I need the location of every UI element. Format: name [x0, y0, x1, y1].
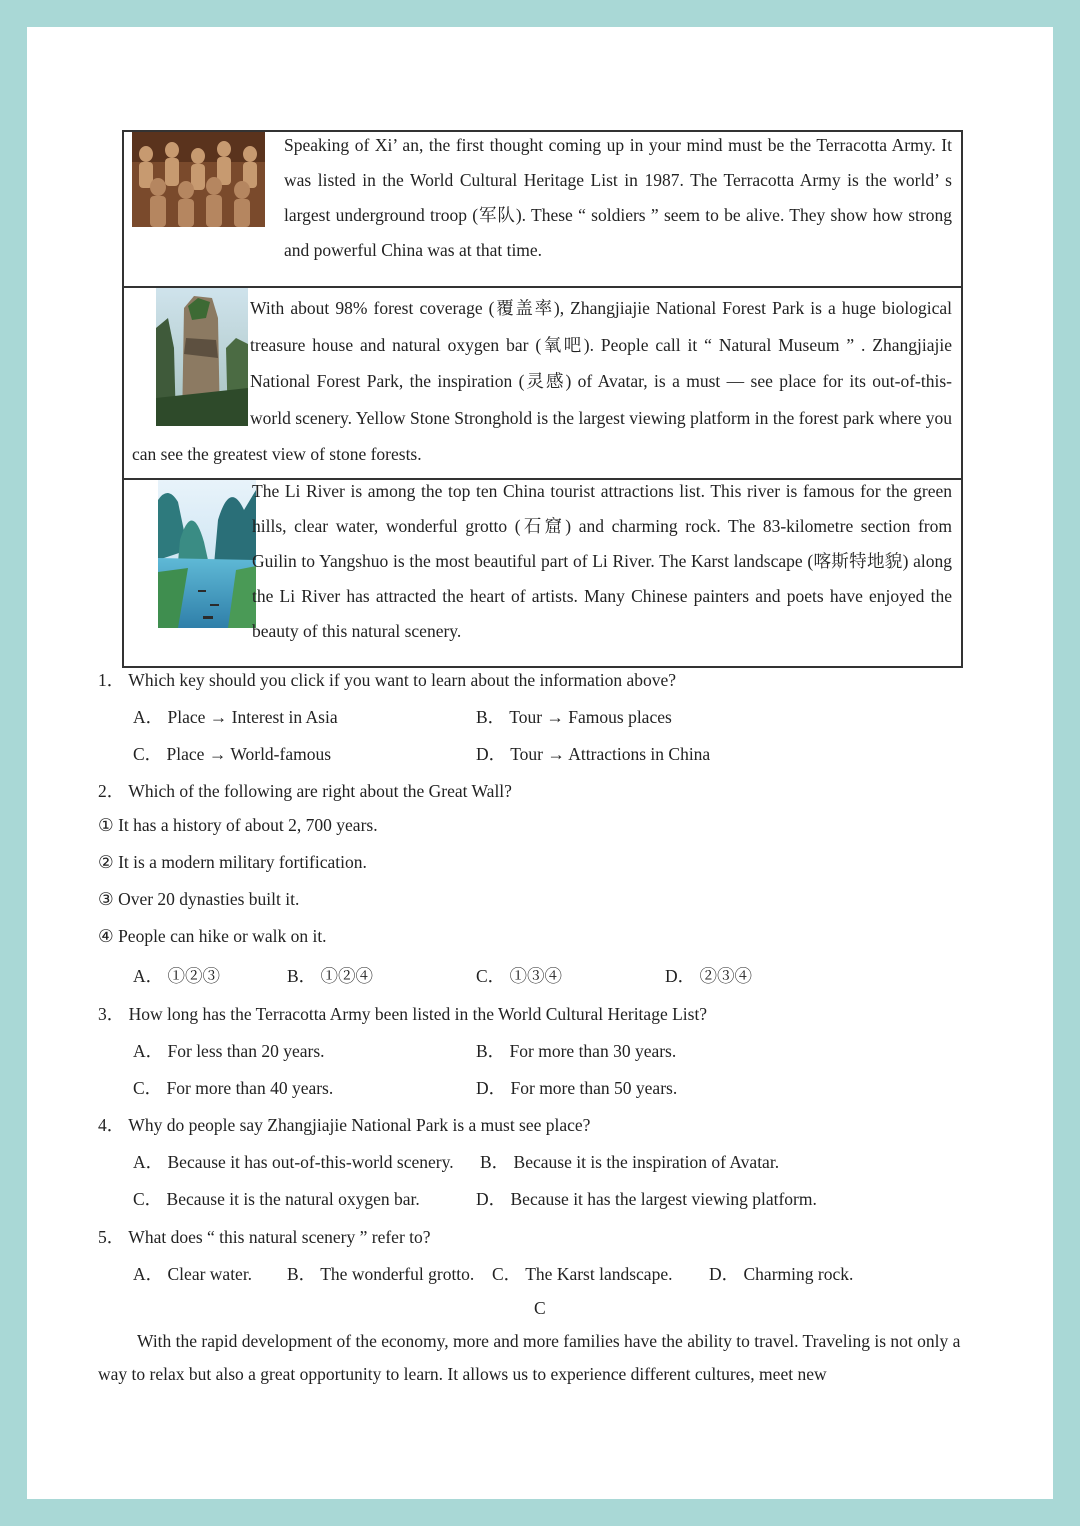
question-4-stem: 4． Why do people say Zhangjiajie National Park is a must see place?	[98, 1115, 591, 1135]
question-5-option-a[interactable]: A． Clear water.	[133, 1264, 253, 1284]
question-5-option-d[interactable]: D． Charming rock.	[709, 1264, 854, 1284]
passage-text: Speaking of Xi’ an, the first thought coming up in your mind must be the Terracotta Army. It was listed in the World Cultural Heritage List in 1987. The Terracotta Army is the world’ s largest underground troop (军队). These “ soldiers ” seem to be alive. They show how strong and powerful China was at that time.	[284, 135, 952, 260]
question-2-statement-2: ② It is a modern military fortification.	[98, 852, 367, 872]
question-5-stem: 5． What does “ this natural scenery ” refer to?	[98, 1227, 431, 1247]
question-3-option-c[interactable]: C． For more than 40 years.	[133, 1078, 334, 1098]
question-4-option-a[interactable]: A． Because it has out-of-this-world scenery.	[133, 1152, 454, 1172]
question-4-option-d[interactable]: D． Because it has the largest viewing platform.	[476, 1189, 817, 1209]
question-2-statement-1: ① It has a history of about 2, 700 years.	[98, 815, 378, 835]
question-3-option-d[interactable]: D． For more than 50 years.	[476, 1078, 678, 1098]
passage-text: The Li River is among the top ten China tourist attractions list. This river is famous for the green hills, clear water, wonderful grotto (石窟) and charming rock. The 83-kilometre section from Guilin to Yangshuo is the most beautiful part of Li River. The Karst landscape (喀斯特地貌) along the Li River has attracted the heart of artists. Many Chinese painters and poets have enjoyed the beauty of this natural scenery.	[252, 481, 952, 641]
question-5-option-c[interactable]: C． The Karst landscape.	[492, 1264, 673, 1284]
question-1-option-c[interactable]: C． Place → World-famous	[133, 744, 332, 764]
question-1-stem: 1． Which key should you click if you want to learn about the information above?	[98, 670, 677, 690]
question-1-option-a[interactable]: A． Place → Interest in Asia	[133, 707, 338, 727]
question-2-statement-4: ④ People can hike or walk on it.	[98, 926, 327, 946]
passage-terracotta	[124, 132, 961, 288]
question-1-option-b[interactable]: B． Tour → Famous places	[476, 707, 672, 727]
question-2-option-d[interactable]: D． ②③④	[665, 966, 753, 986]
worksheet-page	[27, 27, 1053, 1499]
section-c-paragraph: With the rapid development of the economy, more and more families have the ability to travel. Traveling is not only a way to relax but also a great opportunity to learn. It allows us to experience different cultures, meet new	[98, 1331, 961, 1384]
question-2-option-c[interactable]: C． ①③④	[476, 966, 563, 986]
question-3-stem: 3． How long has the Terracotta Army been listed in the World Cultural Heritage List?	[98, 1004, 708, 1024]
question-3-option-a[interactable]: A． For less than 20 years.	[133, 1041, 325, 1061]
passage-li-river	[124, 480, 961, 666]
passage-zhangjiajie	[124, 288, 961, 480]
question-2-option-a[interactable]: A． ①②③	[133, 966, 221, 986]
question-2-option-b[interactable]: B． ①②④	[287, 966, 374, 986]
question-5-option-b[interactable]: B． The wonderful grotto.	[287, 1264, 475, 1284]
passage-text: With about 98% forest coverage (覆盖率), Zhangjiajie National Forest Park is a huge biological treasure house and natural oxygen bar (氧吧). People call it “ Natural Museum ” . Zhangjiajie National Forest Park, the inspiration (灵感) of Avatar, is a must — see place for its out-of-this-world scenery. Yellow Stone Stronghold is the largest viewing platform in the forest park where you can see the greatest view of stone forests.	[132, 298, 952, 464]
question-4-option-b[interactable]: B． Because it is the inspiration of Avatar.	[480, 1152, 780, 1172]
question-2-statement-3: ③ Over 20 dynasties built it.	[98, 889, 300, 909]
question-4-option-c[interactable]: C． Because it is the natural oxygen bar.	[133, 1189, 420, 1209]
question-3-option-b[interactable]: B． For more than 30 years.	[476, 1041, 677, 1061]
section-c-heading: C	[534, 1298, 546, 1318]
question-2-stem: 2． Which of the following are right about the Great Wall?	[98, 781, 512, 801]
passage-frame	[122, 130, 963, 668]
question-1-option-d[interactable]: D． Tour → Attractions in China	[476, 744, 711, 764]
